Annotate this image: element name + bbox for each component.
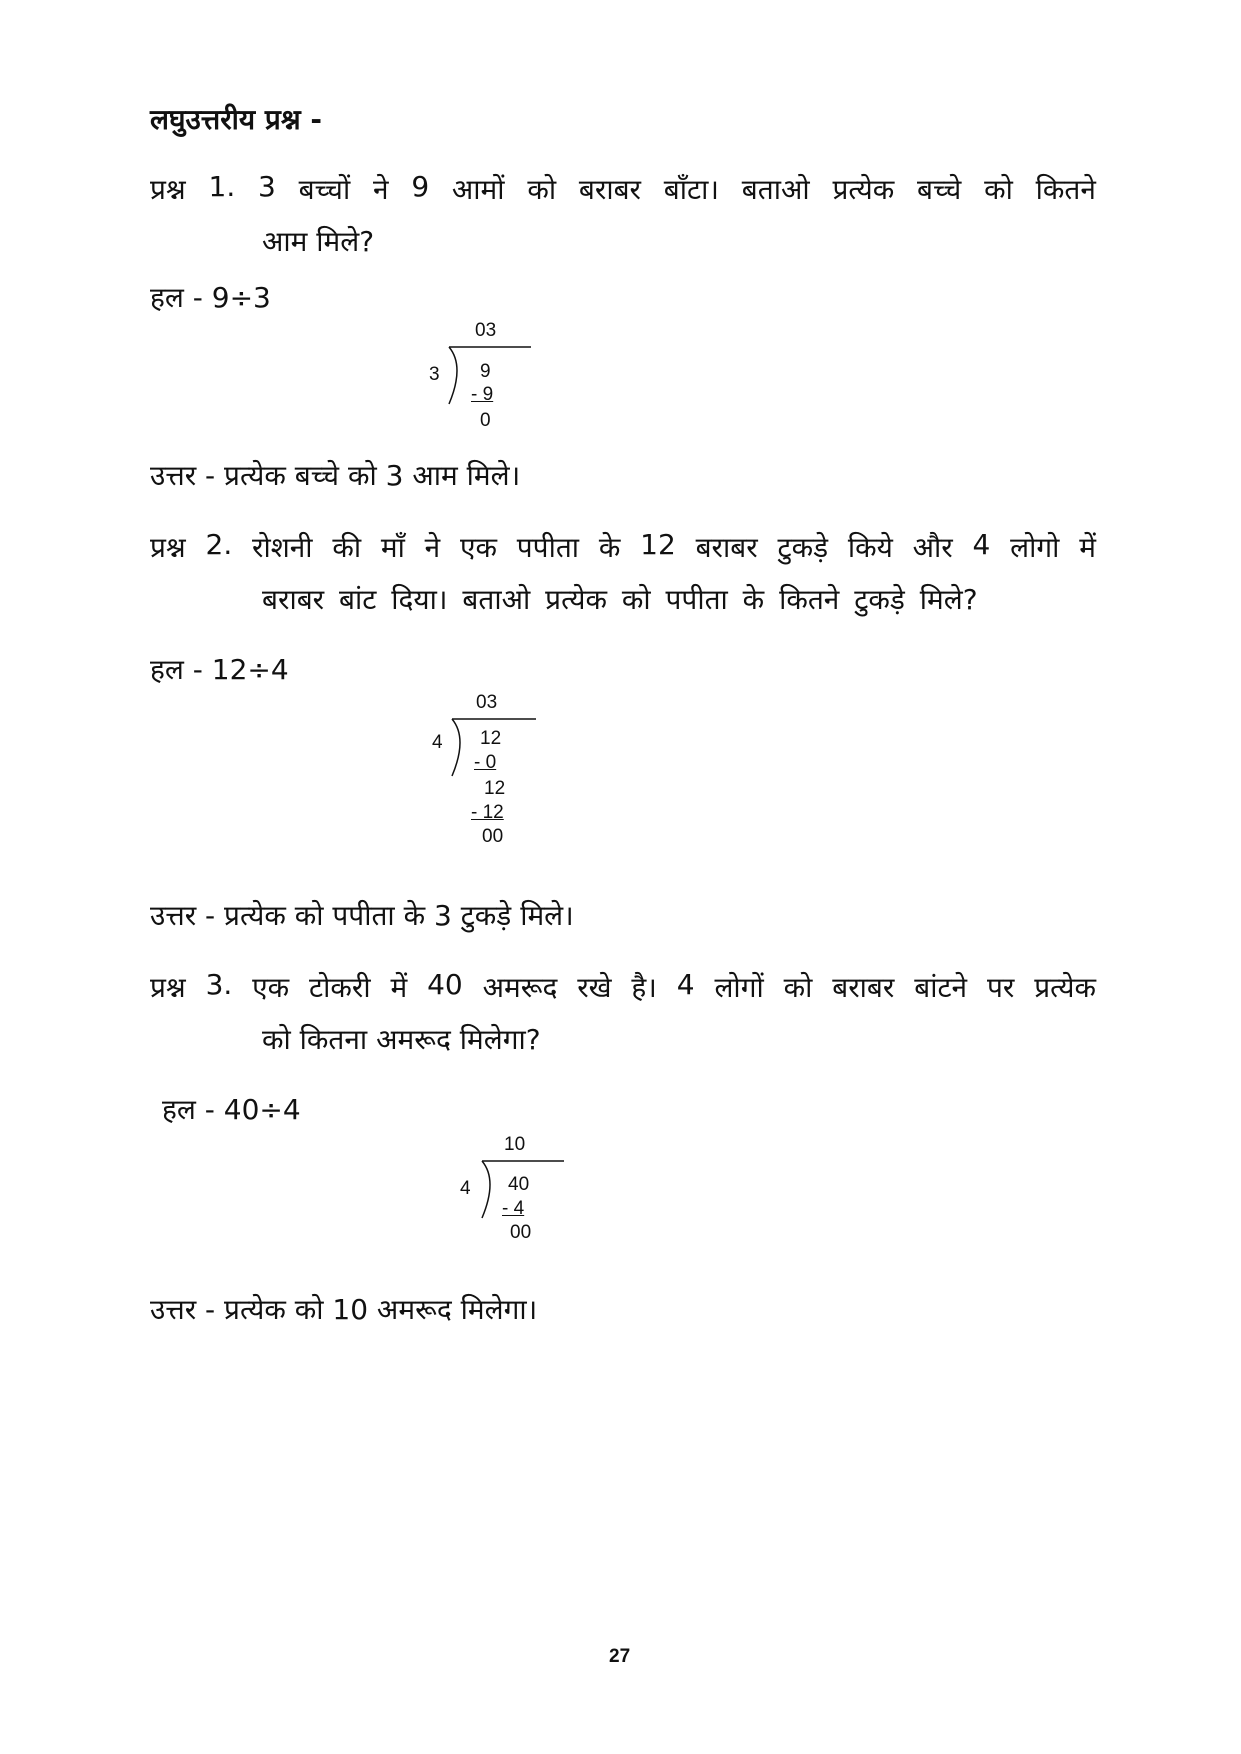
word: आमों bbox=[451, 173, 505, 206]
long-division-1 bbox=[425, 318, 545, 438]
remainder: 00 bbox=[510, 1222, 532, 1243]
dividend: 12 bbox=[480, 728, 502, 749]
solution-2: हल - 12÷4 bbox=[150, 653, 289, 686]
word: बताओ bbox=[741, 173, 810, 206]
word: और bbox=[912, 531, 953, 564]
word: 3 bbox=[258, 170, 276, 203]
solution-3: हल - 40÷4 bbox=[162, 1093, 301, 1126]
word: 1. bbox=[208, 170, 236, 203]
long-division-3 bbox=[458, 1132, 578, 1252]
question-3-line-1 bbox=[150, 968, 1096, 1006]
word: बराबर bbox=[695, 531, 758, 564]
answer-2: उत्तर - प्रत्येक को पपीता के 3 टुकड़े मिले। bbox=[150, 899, 574, 932]
word: एक bbox=[252, 971, 290, 1004]
word: पपीता bbox=[516, 531, 580, 564]
word: को bbox=[984, 173, 1013, 206]
word: को bbox=[783, 971, 813, 1004]
divisor: 4 bbox=[432, 732, 443, 753]
word: में bbox=[1079, 531, 1096, 564]
divisor: 4 bbox=[460, 1178, 471, 1199]
word: कितने bbox=[1035, 173, 1096, 206]
word: 12 bbox=[640, 528, 676, 561]
word: रखे bbox=[577, 971, 612, 1004]
remainder: 0 bbox=[480, 410, 491, 431]
subtraction: - 4 bbox=[502, 1198, 525, 1219]
word: 40 bbox=[427, 968, 463, 1001]
quotient: 10 bbox=[504, 1134, 526, 1155]
word: प्रश्न bbox=[150, 531, 186, 564]
question-2-line-2: बराबर बांट दिया। बताओ प्रत्येक को पपीता के कितने टुकड़े मिले? bbox=[262, 583, 978, 616]
word: बच्चे bbox=[917, 173, 962, 206]
word: रोशनी bbox=[252, 531, 313, 564]
question-2-line-1 bbox=[150, 528, 1096, 566]
word: प्रत्येक bbox=[832, 173, 895, 206]
word: पर bbox=[986, 971, 1015, 1004]
word: टुकड़े bbox=[777, 531, 829, 564]
partial-dividend: 12 bbox=[484, 778, 506, 799]
subtraction: - 0 bbox=[474, 752, 497, 773]
word: बाँटा। bbox=[663, 173, 720, 206]
word: माँ bbox=[380, 531, 405, 564]
quotient: 03 bbox=[475, 320, 497, 341]
word: प्रत्येक bbox=[1034, 971, 1096, 1004]
question-1-line-2: आम मिले? bbox=[262, 225, 375, 258]
word: ने bbox=[424, 531, 441, 564]
word: है। bbox=[631, 971, 657, 1004]
word: बांटने bbox=[914, 971, 968, 1004]
question-1-line-1 bbox=[150, 170, 1096, 208]
word: बराबर bbox=[578, 173, 642, 206]
word: की bbox=[332, 531, 362, 564]
word: किये bbox=[847, 531, 893, 564]
long-division-2 bbox=[428, 690, 548, 860]
word: लोगों bbox=[714, 971, 764, 1004]
subtraction: - 12 bbox=[471, 802, 504, 823]
word: में bbox=[390, 971, 408, 1004]
word: ने bbox=[372, 173, 389, 206]
word: 4 bbox=[676, 968, 695, 1001]
subtraction: - 9 bbox=[471, 384, 494, 405]
page-number: 27 bbox=[609, 1646, 631, 1667]
word: प्रश्न bbox=[150, 173, 186, 206]
answer-3: उत्तर - प्रत्येक को 10 अमरूद मिलेगा। bbox=[150, 1293, 538, 1326]
word: टोकरी bbox=[309, 971, 371, 1004]
word: बच्चों bbox=[298, 173, 351, 206]
word: लोगो bbox=[1010, 531, 1060, 564]
dividend: 40 bbox=[508, 1174, 530, 1195]
word: एक bbox=[460, 531, 497, 564]
word: अमरूद bbox=[482, 971, 558, 1004]
word: को bbox=[527, 173, 557, 206]
word: के bbox=[598, 531, 621, 564]
word: 4 bbox=[972, 528, 991, 561]
word: बराबर bbox=[832, 971, 895, 1004]
word: 2. bbox=[205, 528, 233, 561]
remainder: 00 bbox=[482, 826, 504, 847]
dividend: 9 bbox=[480, 361, 491, 382]
word: प्रश्न bbox=[150, 971, 186, 1004]
section-heading: लघुउत्तरीय प्रश्न - bbox=[150, 103, 323, 136]
question-3-line-2: को कितना अमरूद मिलेगा? bbox=[262, 1023, 541, 1056]
word: 9 bbox=[411, 170, 430, 203]
answer-1: उत्तर - प्रत्येक बच्चे को 3 आम मिले। bbox=[150, 459, 521, 492]
solution-1: हल - 9÷3 bbox=[150, 281, 271, 314]
divisor: 3 bbox=[429, 364, 440, 385]
word: 3. bbox=[205, 968, 233, 1001]
quotient: 03 bbox=[476, 692, 498, 713]
